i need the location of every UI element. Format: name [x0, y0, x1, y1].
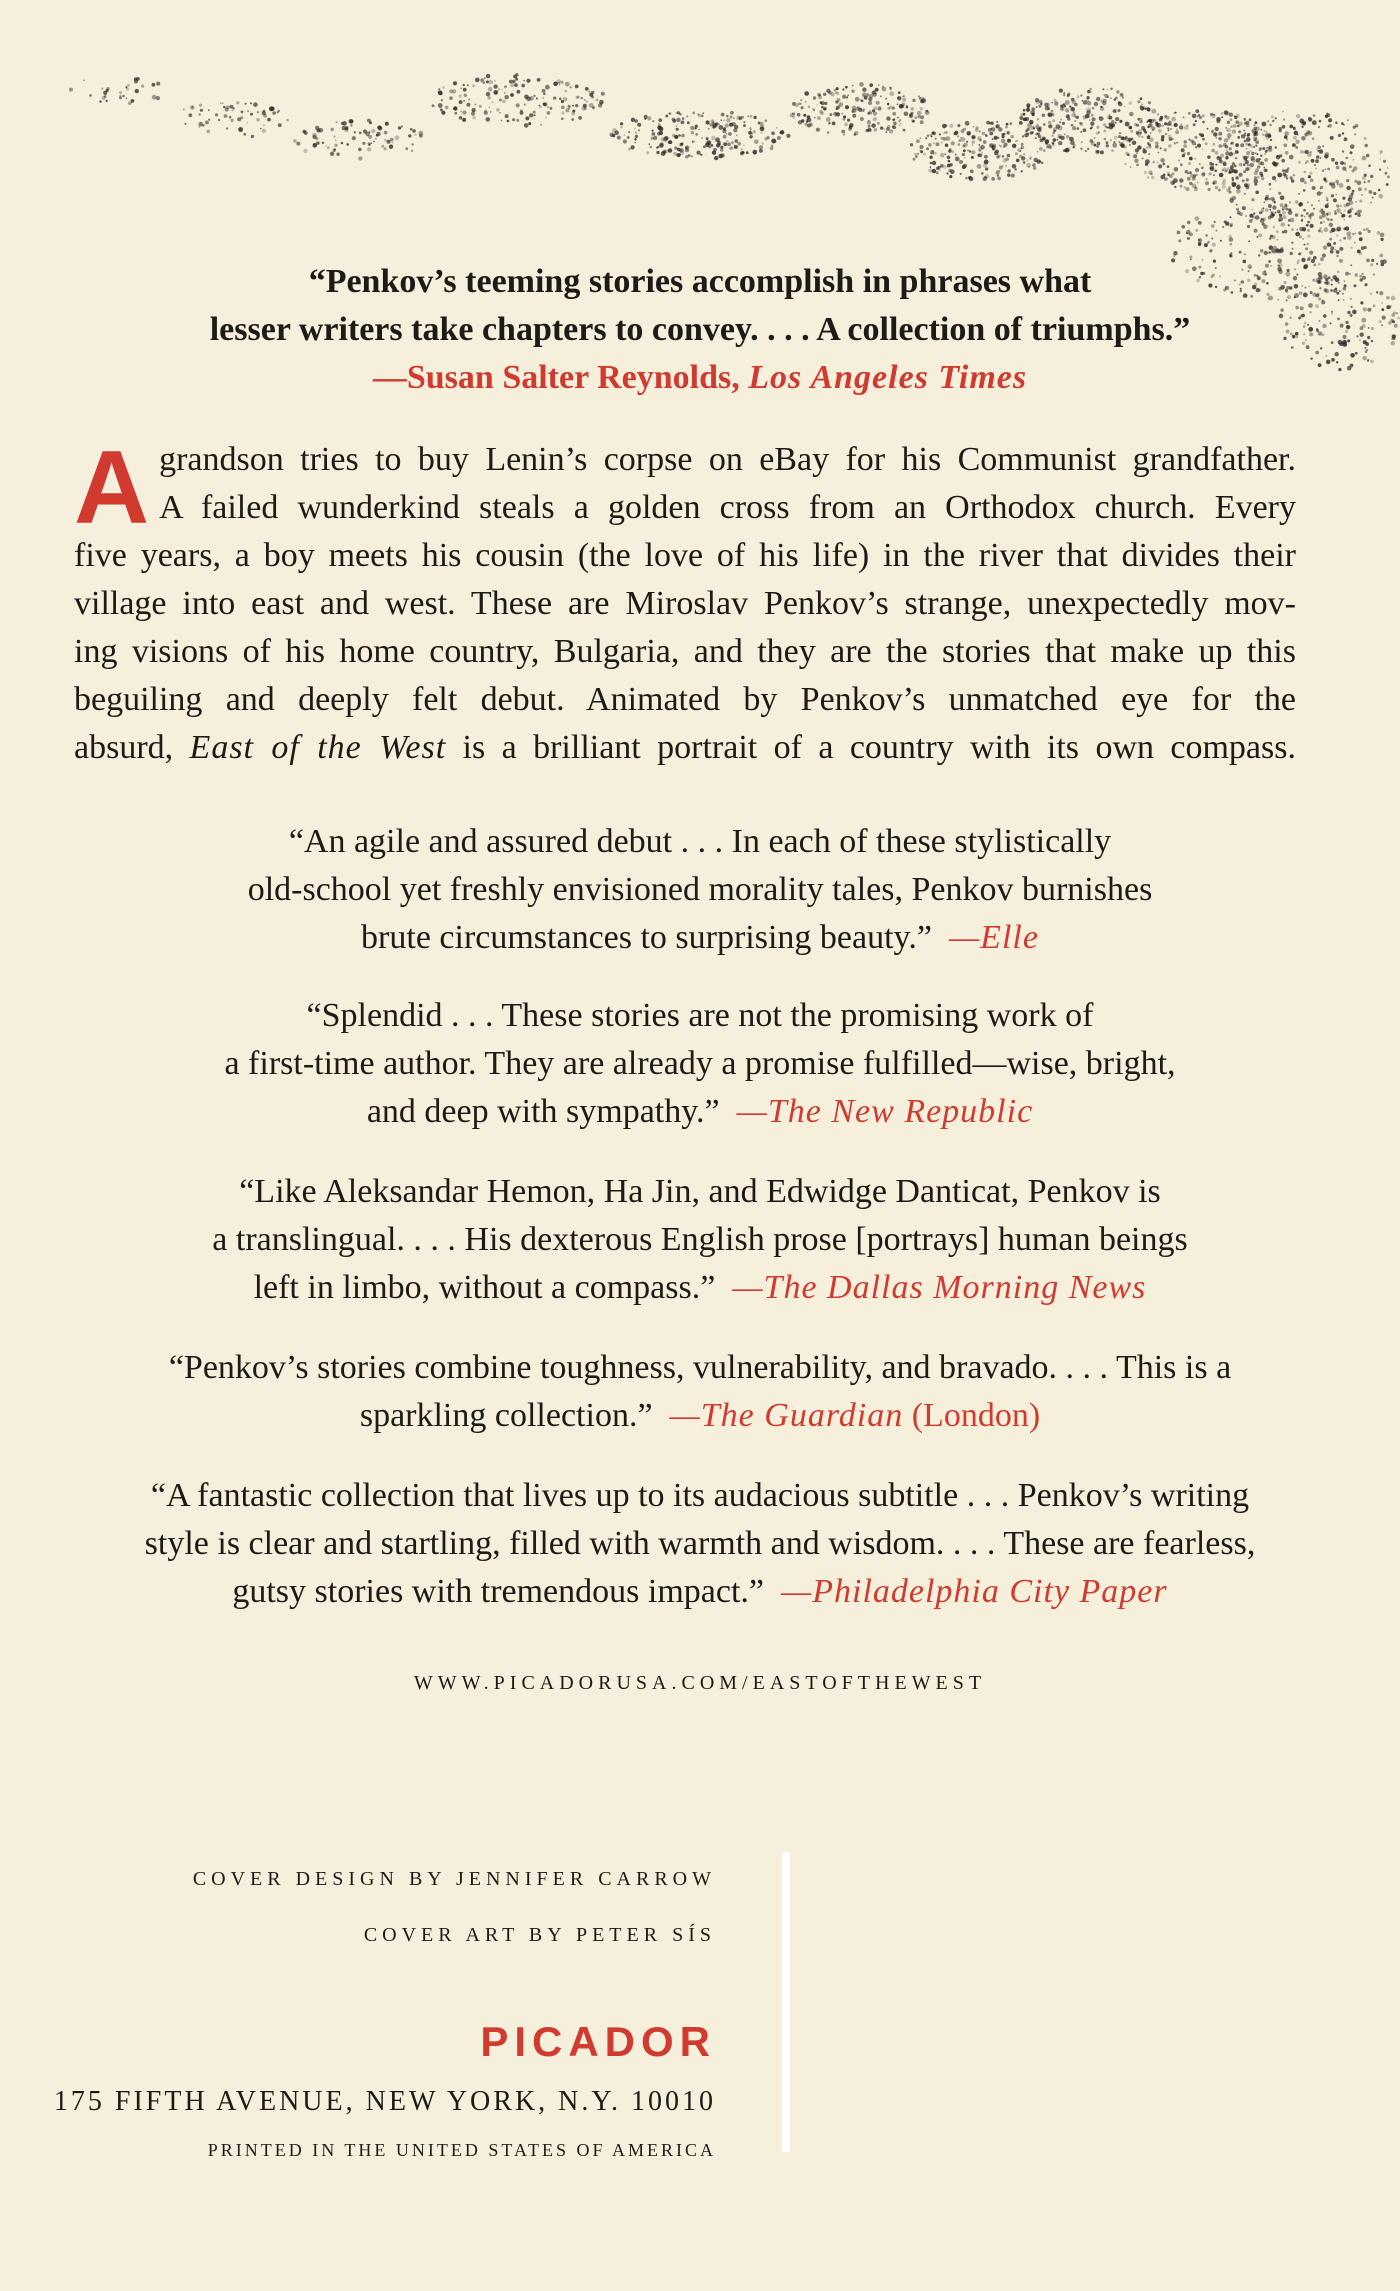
top-review-quote: [120, 258, 1280, 402]
quote-line: “Penkov’s stories combine toughness, vulnerability, and bravado. . . . This is a: [168, 1349, 1232, 1386]
quote-line: [70, 914, 1330, 962]
quote-line: [70, 1392, 1330, 1440]
quote-text: and deep with sympathy.”: [366, 1093, 720, 1130]
quote-source-suffix: (London): [903, 1397, 1041, 1434]
quote-line: [70, 1088, 1330, 1136]
description-line: five years, a boy meets his cousin (the love of his life) in the river that divides their: [74, 537, 1296, 574]
quote-source: —Elle: [948, 919, 1039, 956]
review-quote-philadelphia-city-paper: [70, 1472, 1330, 1616]
cover-art-credit: COVER ART BY PETER SÍS: [363, 1924, 716, 1946]
quote-line: “An agile and assured debut . . . In each of these stylistically: [288, 823, 1112, 860]
quote-line: “Splendid . . . These stories are not the promising work of: [306, 997, 1094, 1034]
quote-line: style is clear and startling, filled with warmth and wisdom. . . . These are fearless,: [144, 1525, 1256, 1562]
cover-design-credit: COVER DESIGN BY JENNIFER CARROW: [192, 1868, 716, 1890]
description-line: [74, 724, 1296, 772]
quote-text: left in limbo, without a compass.”: [253, 1269, 716, 1306]
quote-source: —The Guardian: [669, 1397, 904, 1434]
description-line: A failed wunderkind steals a golden cross from an Orthodox church. Every: [159, 489, 1296, 526]
printed-in-notice: PRINTED IN THE UNITED STATES OF AMERICA: [207, 2140, 716, 2160]
quote-attribution: [120, 354, 1280, 402]
description-line: ing visions of his home country, Bulgaria, and they are the stories that make up this: [74, 633, 1296, 670]
barcode-area-edge: [782, 1852, 790, 2152]
review-quote-new-republic: [70, 992, 1330, 1136]
book-title: East of the West: [189, 729, 447, 766]
attribution-name: —Susan Salter Reynolds,: [372, 359, 749, 396]
review-quote-dallas-morning-news: [70, 1168, 1330, 1312]
book-description: [74, 430, 1296, 772]
publisher-logo: PICADOR: [480, 2018, 716, 2065]
quote-source: —Philadelphia City Paper: [781, 1573, 1168, 1610]
quote-line: [70, 1264, 1330, 1312]
quote-text: gutsy stories with tremendous impact.”: [232, 1573, 764, 1610]
quote-source: —The Dallas Morning News: [732, 1269, 1147, 1306]
publisher-address: 175 FIFTH AVENUE, NEW YORK, N.Y. 10010: [53, 2086, 716, 2117]
drop-cap: A: [74, 430, 150, 546]
description-line: village into east and west. These are Miroslav Penkov’s strange, unexpectedly mov-: [74, 585, 1296, 622]
attribution-source: Los Angeles Times: [748, 359, 1028, 396]
quote-source: —The New Republic: [736, 1093, 1034, 1130]
text-segment: is a brilliant portrait of a country with its own compass.: [446, 729, 1296, 766]
quote-line: “Like Aleksandar Hemon, Ha Jin, and Edwidge Danticat, Penkov is: [239, 1173, 1161, 1210]
quote-text: sparkling collection.”: [359, 1397, 653, 1434]
quote-line: “Penkov’s teeming stories accomplish in phrases what: [308, 263, 1092, 300]
quote-line: old-school yet freshly envisioned morality tales, Penkov burnishes: [247, 871, 1153, 908]
quote-line: a first-time author. They are already a promise fulfilled—wise, bright,: [224, 1045, 1176, 1082]
review-quote-guardian: [70, 1344, 1330, 1440]
description-line: grandson tries to buy Lenin’s corpse on eBay for his Communist grandfather.: [159, 441, 1296, 478]
quote-line: [70, 1568, 1330, 1616]
description-line: beguiling and deeply felt debut. Animated by Penkov’s unmatched eye for the: [74, 681, 1296, 718]
website-url: WWW.PICADORUSA.COM/EASTOFTHEWEST: [413, 1672, 987, 1694]
quote-line: a translingual. . . . His dexterous English prose [portrays] human beings: [212, 1221, 1188, 1258]
text-segment: absurd,: [74, 729, 190, 766]
quote-line: lesser writers take chapters to convey. . . . A collection of triumphs.”: [209, 311, 1191, 348]
review-quote-elle: [70, 818, 1330, 962]
quote-text: brute circumstances to surprising beauty.”: [361, 919, 932, 956]
quote-line: “A fantastic collection that lives up to its audacious subtitle . . . Penkov’s writing: [150, 1477, 1250, 1514]
